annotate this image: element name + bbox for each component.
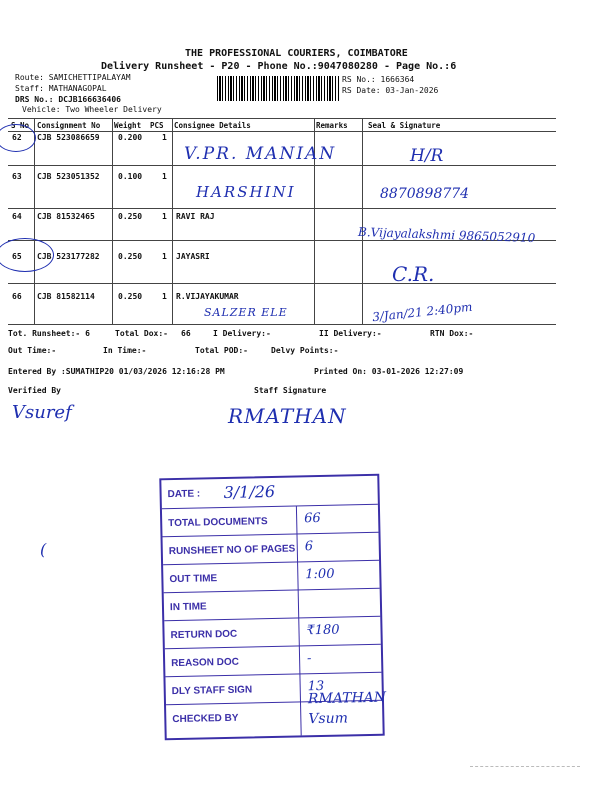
total-pod: Total POD:- [195, 346, 248, 355]
row-consignment: CJB 523051352 [37, 172, 100, 181]
row-sno: 65 [12, 252, 22, 261]
col-header-seal: Seal & Signature [368, 121, 441, 130]
col-header-consignee: Consignee Details [174, 121, 251, 130]
col-header-sno: S No [11, 121, 30, 130]
entered-by: Entered By :SUMATHIP20 01/03/2026 12:16:28 PM [8, 367, 225, 376]
stamp-value: - [306, 651, 312, 667]
stamp-date-value: 3/1/26 [223, 481, 276, 502]
row-sno: 63 [12, 172, 22, 181]
row-weight: 0.100 [118, 172, 143, 181]
row-handwritten-seal: C.R. [392, 262, 435, 286]
circle-mark [0, 124, 36, 152]
row-consignment: CJB 523177282 [37, 252, 100, 261]
row-consignment: CJB 81532465 [37, 212, 95, 221]
row-weight: 0.250 [118, 212, 143, 221]
verified-signature: Vsuref [12, 402, 72, 423]
row-handwritten-seal: B.Vijayalakshmi 9865052910 [357, 224, 536, 246]
row-weight: 0.250 [118, 252, 143, 261]
row-consignee: R.VIJAYAKUMAR [176, 292, 239, 301]
staff-text: Staff: MATHANAGOPAL [15, 84, 107, 93]
stamp-label: IN TIME [169, 601, 207, 614]
office-stamp [159, 474, 387, 741]
stamp-value: 6 [304, 539, 314, 555]
drs-text: DRS No.: DCJB166636406 [15, 95, 121, 104]
in-time: In Time:- [103, 346, 147, 355]
barcode [217, 76, 339, 101]
row-handwritten-seal: 3/Jan/21 2:40pm [371, 299, 473, 325]
stray-mark: ( [40, 540, 47, 559]
total-dox-label: Total Dox:- [115, 329, 168, 338]
col-header-remarks: Remarks [316, 121, 348, 130]
runsheet-subtitle: Delivery Runsheet - P20 - Phone No.:9047080280 - Page No.:6 [101, 61, 457, 72]
tot-runsheet: Tot. Runsheet:- 6 [8, 329, 90, 338]
row-handwritten-seal: H/R [410, 146, 444, 166]
rs-date: RS Date: 03-Jan-2026 [342, 86, 439, 95]
stamp-label: DLY STAFF SIGN [171, 684, 253, 698]
route-text: Route: SAMICHETTIPALAYAM [15, 73, 131, 82]
stamp-label: RETURN DOC [170, 628, 238, 642]
row-consignee: JAYASRI [176, 252, 210, 261]
row-consignment: CJB 523086659 [37, 133, 100, 142]
delvy-points: Delvy Points:- [271, 346, 339, 355]
stamp-value: 13 [307, 678, 325, 695]
i-delivery: I Delivery:- [213, 329, 271, 338]
stamp-label: OUT TIME [169, 573, 218, 586]
stamp-value: ₹180 [306, 622, 340, 639]
scan-artifact [470, 766, 580, 767]
row-handwritten-seal: 8870898774 [380, 186, 470, 202]
row-weight: 0.250 [118, 292, 143, 301]
row-sno: 66 [12, 292, 22, 301]
staff-signature-label: Staff Signature [254, 386, 327, 395]
ii-delivery: II Delivery:- [319, 329, 382, 338]
row-weight: 0.200 [118, 133, 143, 142]
col-header-pcs: PCS [150, 121, 164, 130]
stamp-label: TOTAL DOCUMENTS [168, 516, 268, 530]
staff-signature: RMATHAN [228, 404, 347, 428]
row-handwritten-consignee: SALZER ELE [204, 306, 288, 319]
vehicle-text: Vehicle: Two Wheeler Delivery [22, 105, 162, 114]
stamp-label: RUNSHEET NO OF PAGES [168, 543, 296, 558]
row-sno: 62 [12, 133, 22, 142]
row-pcs: 1 [162, 252, 167, 261]
row-pcs: 1 [162, 292, 167, 301]
row-handwritten-consignee: HARSHINI [196, 183, 296, 201]
row-pcs: 1 [162, 133, 167, 142]
col-header-weight: Weight [114, 121, 142, 130]
stamp-value: 66 [304, 510, 321, 527]
stamp-label: REASON DOC [171, 656, 240, 670]
verified-by-label: Verified By [8, 386, 61, 395]
stamp-label: CHECKED BY [172, 712, 239, 726]
row-pcs: 1 [162, 172, 167, 181]
stamp-checked-value: Vsum [308, 710, 349, 728]
circle-mark [0, 238, 54, 272]
col-header-consignment: Consignment No [37, 121, 101, 130]
row-handwritten-consignee: V.PR. MANIAN [184, 144, 337, 164]
row-consignee: RAVI RAJ [176, 212, 215, 221]
stamp-value: RMATHAN [307, 689, 387, 708]
row-consignment: CJB 81582114 [37, 292, 95, 301]
rtn-dox: RTN Dox:- [430, 329, 474, 338]
printed-on: Printed On: 03-01-2026 12:27:09 [314, 367, 464, 376]
rs-no: RS No.: 1666364 [342, 75, 415, 84]
out-time: Out Time:- [8, 346, 57, 355]
company-title: THE PROFESSIONAL COURIERS, COIMBATORE [185, 48, 408, 59]
row-pcs: 1 [162, 212, 167, 221]
stamp-value: 1:00 [305, 566, 335, 583]
total-dox-value: 66 [181, 329, 191, 338]
row-sno: 64 [12, 212, 22, 221]
stamp-date-label: DATE : [167, 488, 201, 501]
